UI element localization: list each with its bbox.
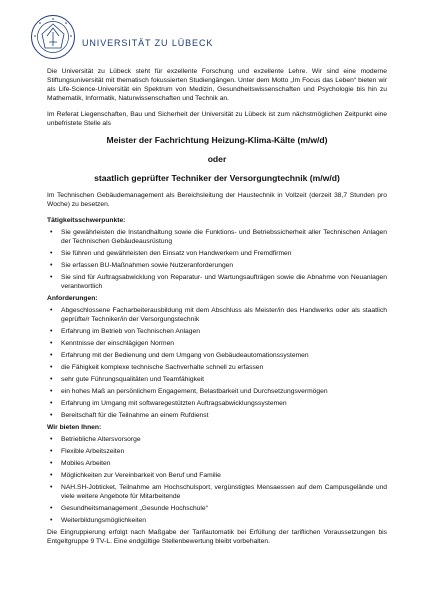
list-item [47, 400, 387, 409]
bullet-icon: • [50, 411, 53, 419]
job-title-or: oder [207, 154, 227, 165]
list-item-text: Bereitschaft für die Teilnahme an einem Rufdienst [61, 411, 209, 419]
bullet-icon: • [50, 262, 53, 270]
bullet-icon: • [50, 339, 53, 347]
university-name: UNIVERSITÄT ZU LÜBECK [82, 38, 214, 48]
bullet-icon: • [50, 274, 53, 282]
university-seal-logo [30, 14, 76, 60]
bullet-icon: • [50, 504, 53, 512]
list-item [47, 436, 387, 445]
list-item-text: NAH.SH-Jobticket, Teilnahme am Hochschulsport, vergünstigtes Mensaessen auf dem Campusgelände und viele weitere Angebote für Mitarbeitende [61, 483, 387, 500]
list-item [47, 472, 387, 481]
bullet-icon: • [50, 483, 53, 491]
list-item-text: Erfahrung im Betrieb von Technischen Anlagen [61, 327, 200, 335]
bullet-icon: • [50, 375, 53, 383]
list-item [47, 376, 387, 385]
list-item-text: Sie führen und gewährleisten den Einsatz von Handwerkern und Fremdfirmen [61, 250, 292, 258]
requirements-list [47, 307, 387, 421]
tasks-list [47, 229, 387, 292]
list-item [47, 262, 387, 271]
list-item [47, 229, 387, 247]
list-item [47, 517, 387, 526]
bullet-icon: • [50, 327, 53, 335]
tasks-heading: Tätigkeitsschwerpunkte: [47, 217, 126, 225]
list-item [47, 274, 387, 292]
job-title-primary: Meister der Fachrichtung Heizung-Klima-Kälte (m/w/d) [106, 135, 328, 146]
bullet-icon: • [50, 250, 53, 258]
list-item-text: Sie gewährleisten die Instandhaltung sowie die Funktions- und Betriebssicherheit aller Technischen Anlagen der Technischen Gebäudeausrüstung [61, 229, 387, 246]
bullet-icon: • [50, 435, 53, 443]
list-item-text: Gesundheitsmanagement „Gesunde Hochschule“ [61, 504, 208, 512]
list-item-text: Sie erfassen BU-Maßnahmen sowie Nutzeranforderungen [61, 262, 234, 270]
list-item-text: Erfahrung im Umgang mit softwaregestützten Auftragsabwicklungssystemen [61, 399, 287, 407]
requirements-heading: Anforderungen: [47, 294, 98, 302]
list-item-text: Erfahrung mit der Bedienung und dem Umgang von Gebäudeautomationssystemen [61, 351, 309, 359]
list-item [47, 328, 387, 337]
list-item-text: die Fähigkeit komplexe technische Sachverhalte schnell zu erfassen [61, 363, 264, 371]
list-item-text: Abgeschlossene Facharbeiterausbildung mit dem Abschluss als Meister/in des Handwerks oder als staatlich geprüfte/r Techniker/in der Versorgungstechnik [61, 306, 387, 323]
bullet-icon: • [50, 447, 53, 455]
bullet-icon: • [50, 351, 53, 359]
header [30, 14, 410, 62]
list-item-text: ein hohes Maß an persönlichem Engagement, Belastbarkeit und Durchsetzungsvermögen [61, 387, 328, 395]
job-title-alternative: staatlich geprüfter Techniker der Versorgungtechnik (m/w/d) [94, 173, 340, 184]
list-item-text: Möglichkeiten zur Vereinbarkeit von Beruf und Familie [61, 471, 221, 479]
offer-heading: Wir bieten Ihnen: [47, 423, 102, 431]
bullet-icon: • [50, 459, 53, 467]
bullet-icon: • [50, 387, 53, 395]
list-item [47, 250, 387, 259]
list-item-text: Sie sind für Auftragsabwicklung von Reparatur- und Wartungsaufträgen sowie die Abnahme von Neuanlagen verantwortlich [61, 274, 387, 290]
list-item [47, 484, 387, 502]
list-item [47, 448, 387, 457]
list-item [47, 412, 387, 421]
list-item [47, 340, 387, 349]
bullet-icon: • [50, 516, 53, 524]
offer-list [47, 436, 387, 526]
list-item-text: Flexible Arbeitszeiten [61, 447, 125, 455]
bullet-icon: • [50, 229, 53, 237]
list-item [47, 460, 387, 469]
bullet-icon: • [50, 306, 53, 314]
list-item-text: Weiterbildungsmöglichkeiten [61, 516, 147, 524]
list-item [47, 364, 387, 373]
document-body [47, 68, 387, 553]
bullet-icon: • [50, 363, 53, 371]
list-item [47, 505, 387, 514]
list-item-text: sehr gute Führungsqualitäten und Teamfähigkeit [61, 375, 205, 383]
list-item-text: Mobiles Arbeiten [61, 459, 111, 467]
position-description: Im Technischen Gebäudemanagement als Bereichsleitung der Haustechnik in Vollzeit (derzeit 38,7 Stunden pro Woche) zu besetzen. [47, 192, 387, 209]
list-item [47, 352, 387, 361]
bullet-icon: • [50, 399, 53, 407]
list-item [47, 307, 387, 325]
list-item [47, 388, 387, 397]
bullet-icon: • [50, 471, 53, 479]
list-item-text: Betriebliche Altersvorsorge [61, 435, 141, 443]
intro-paragraph: Die Universität zu Lübeck steht für exzellente Forschung und exzellente Lehre. Wir sind eine moderne Stiftungsuniversität mit thematisch fokussierten Studiengängen. Unter dem Motto „Im Focus das Leben“ bieten wir als Life-Science-Universität ein Spektrum von Medizin, Gesundheitswissenschaften und Psychologie bis hin zu Mathematik, Informatik, Naturwissenschaften und Technik an. [47, 68, 387, 102]
list-item-text: Kenntnisse der einschlägigen Normen [61, 339, 175, 347]
closing-paragraph: Die Eingruppierung erfolgt nach Maßgabe der Tarifautomatik bei Erfüllung der tariflichen Voraussetzungen bis Entgeltgruppe 9 TV-L. Eine endgültige Stellenbewertung bleibt vorbehalten. [47, 528, 387, 545]
department-paragraph: Im Referat Liegenschaften, Bau und Sicherheit der Universität zu Lübeck ist zum nächstmöglichen Zeitpunkt eine unbefristete Stelle als [47, 110, 387, 127]
